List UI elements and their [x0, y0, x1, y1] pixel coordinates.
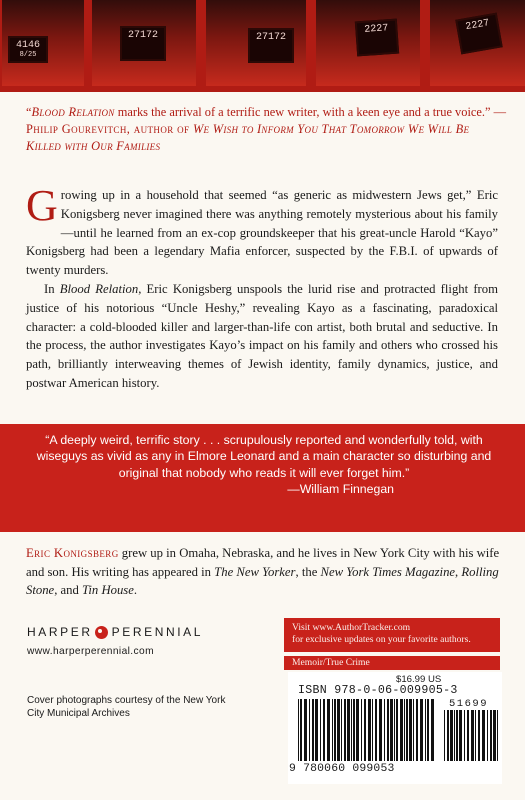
drop-cap: G: [26, 181, 58, 230]
book-title: Blood Relation: [31, 105, 115, 119]
description-paragraph: Growing up in a household that seemed “as generic as midwestern Jews get,” Eric Konigsberg never imagined there was anything remotely mysterious about his family—until he learned from an ex-cop groundskeeper that his great-uncle Harold “Kayo” Konigsberg had been a legendary Mafia enforcer, suspected by the F.B.I. of upwards of twenty murders.: [26, 181, 498, 278]
price-label: $16.99 US: [396, 674, 442, 685]
banner-quote: [22, 432, 506, 497]
mugshot-photo: [92, 0, 196, 86]
quote-author: Philip Gourevitch,: [26, 122, 131, 136]
booking-sign: 2227: [455, 13, 502, 55]
book-description: [26, 181, 498, 393]
mugshot-photo: [430, 0, 525, 86]
mugshot-photo: [2, 0, 84, 86]
genre-category: Memoir/True Crime: [284, 656, 500, 670]
author-tracker-box: Visit www.AuthorTracker.com for exclusive updates on your favorite authors.: [284, 618, 500, 652]
price-barcode: [444, 710, 498, 761]
booking-sign: 27172: [120, 26, 166, 61]
ean-digits: 9 780060 099053: [289, 763, 395, 775]
praise-quote-top: “Blood Relation marks the arrival of a terrific new writer, with a keen eye and a true voice.” —Philip Gourevitch, author of We Wish to Inform You That Tomorrow We Will Be Killed with Our Families: [26, 105, 506, 153]
mugshot-photo: [316, 0, 420, 86]
author-name: Eric Konigsberg: [26, 546, 119, 560]
description-paragraph: In Blood Relation, Eric Konigsberg unspools the lurid rise and protracted flight from justice of his notorious “Uncle Heshy,” revealing Kayo as a fascinating, paradoxical character: a cold-blooded killer and larger-than-life con artist, both brutal and seductive. In the process, the author investigates Kayo’s impact on his family and others who crossed his path, brilliantly interweaving themes of Jewish identity, family dynamics, justice, and postwar American history.: [26, 281, 498, 390]
isbn-barcode: [298, 699, 436, 761]
booking-sign: 2227: [355, 19, 399, 57]
author-bio: Eric Konigsberg grew up in Omaha, Nebraska, and he lives in New York City with his wife and son. His writing has appeared in The New Yorker, the New York Times Magazine, Rolling Stone, and Tin House.: [26, 546, 500, 598]
publisher-logo-icon: [95, 626, 108, 639]
isbn-label: ISBN 978-0-06-009905-3: [298, 684, 458, 697]
photo-credits: Cover photographs courtesy of the New York City Municipal Archives: [27, 695, 226, 719]
mugshot-photo: [206, 0, 306, 86]
price-addon-number: 51699: [449, 698, 489, 710]
publisher-logo: HARPER PERENNIAL: [27, 625, 204, 639]
banner-quote-attribution: —William Finnegan: [287, 481, 394, 496]
cover-photo-strip: [0, 0, 525, 92]
quote-author-book: We Wish to Inform You That Tomorrow We Will Be Killed with Our Families: [26, 122, 470, 153]
booking-sign: 4146 8/25: [8, 36, 48, 63]
banner-quote-text: “A deeply weird, terrific story . . . scrupulously reported and wonderfully told, with wiseguys as vivid as any in Elmore Leonard and a main character so disturbing and original that nobody who reads it will ever forget him.”: [36, 433, 492, 480]
publisher-url[interactable]: www.harperperennial.com: [27, 646, 154, 657]
booking-sign: 27172: [248, 28, 294, 63]
